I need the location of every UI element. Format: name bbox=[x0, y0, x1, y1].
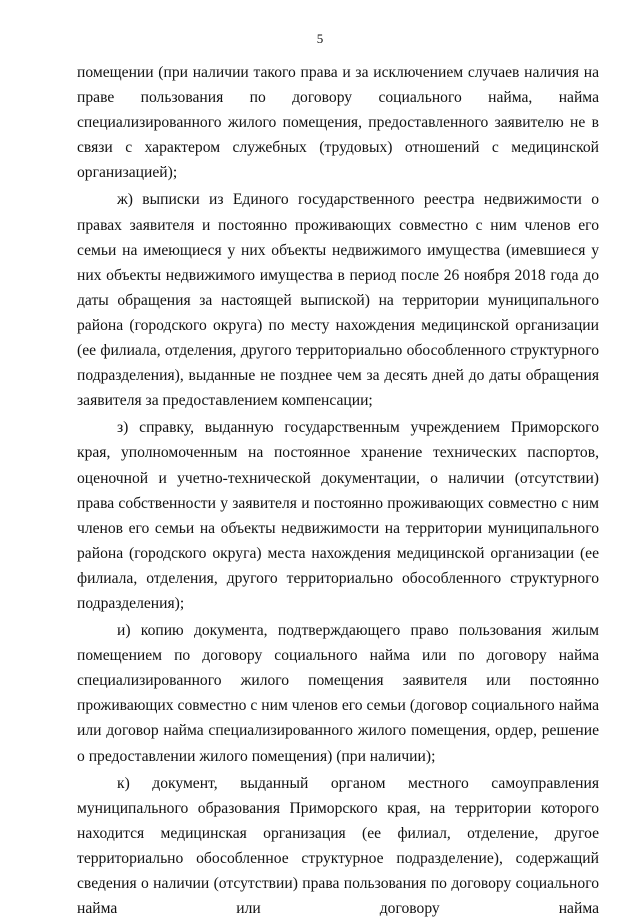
paragraph-item-zh: ж) выписки из Единого государственного реестра недвижимости о правах заявителя и постоянно проживающих совместно с ним членов его семьи на имеющиеся у них объекты недвижимого имущества (имевшиеся у них объекты недвижимого имущества в период после 26 ноября 2018 года до даты обращения за настоящей выпиской) на территории муниципального района (городского округа) по месту нахождения медицинской организации (ее филиала, отделения, другого территориально обособленного структурного подразделения), выданные не позднее чем за десять дней до даты обращения заявителя за предоставлением компенсации; bbox=[77, 191, 599, 410]
page-number: 5 bbox=[316, 31, 324, 46]
paragraph-item-i: и) копию документа, подтверждающего право пользования жилым помещением по договору социального найма или по договору найма специализированного жилого помещения заявителя или постоянно проживающих совместно с ним членов его семьи (договор социального найма или договор найма специализированного жилого помещения, ордер, решение о предоставлении жилого помещения) (при наличии); bbox=[77, 622, 599, 765]
paragraph-continuation: помещении (при наличии такого права и за исключением случаев наличия на праве пользования по договору социального найма, найма специализированного жилого помещения, предоставленного заявителю не в связи с характером служебных (трудовых) отношений с медицинской организацией); bbox=[77, 64, 599, 182]
paragraph-item-z: з) справку, выданную государственным учреждением Приморского края, уполномоченным на постоянное хранение технических паспортов, оценочной и учетно-технической документации, о наличии (отсутствии) права собственности у заявителя и постоянно проживающих совместно с ним членов его семьи на объекты недвижимости на территории муниципального района (городского округа) места нахождения медицинской организации (ее филиала, отделения, другого территориально обособленного структурного подразделения); bbox=[77, 419, 599, 612]
paragraph-item-k: к) документ, выданный органом местного самоуправления муниципального образования Приморского края, на территории которого находится медицинская организация (ее филиал, отделение, другое территориально обособленное структурное подразделение), содержащий сведения о наличии (отсутствии) права пользования по договору социального найма или договору найма bbox=[77, 774, 599, 918]
document-body bbox=[77, 60, 599, 923]
